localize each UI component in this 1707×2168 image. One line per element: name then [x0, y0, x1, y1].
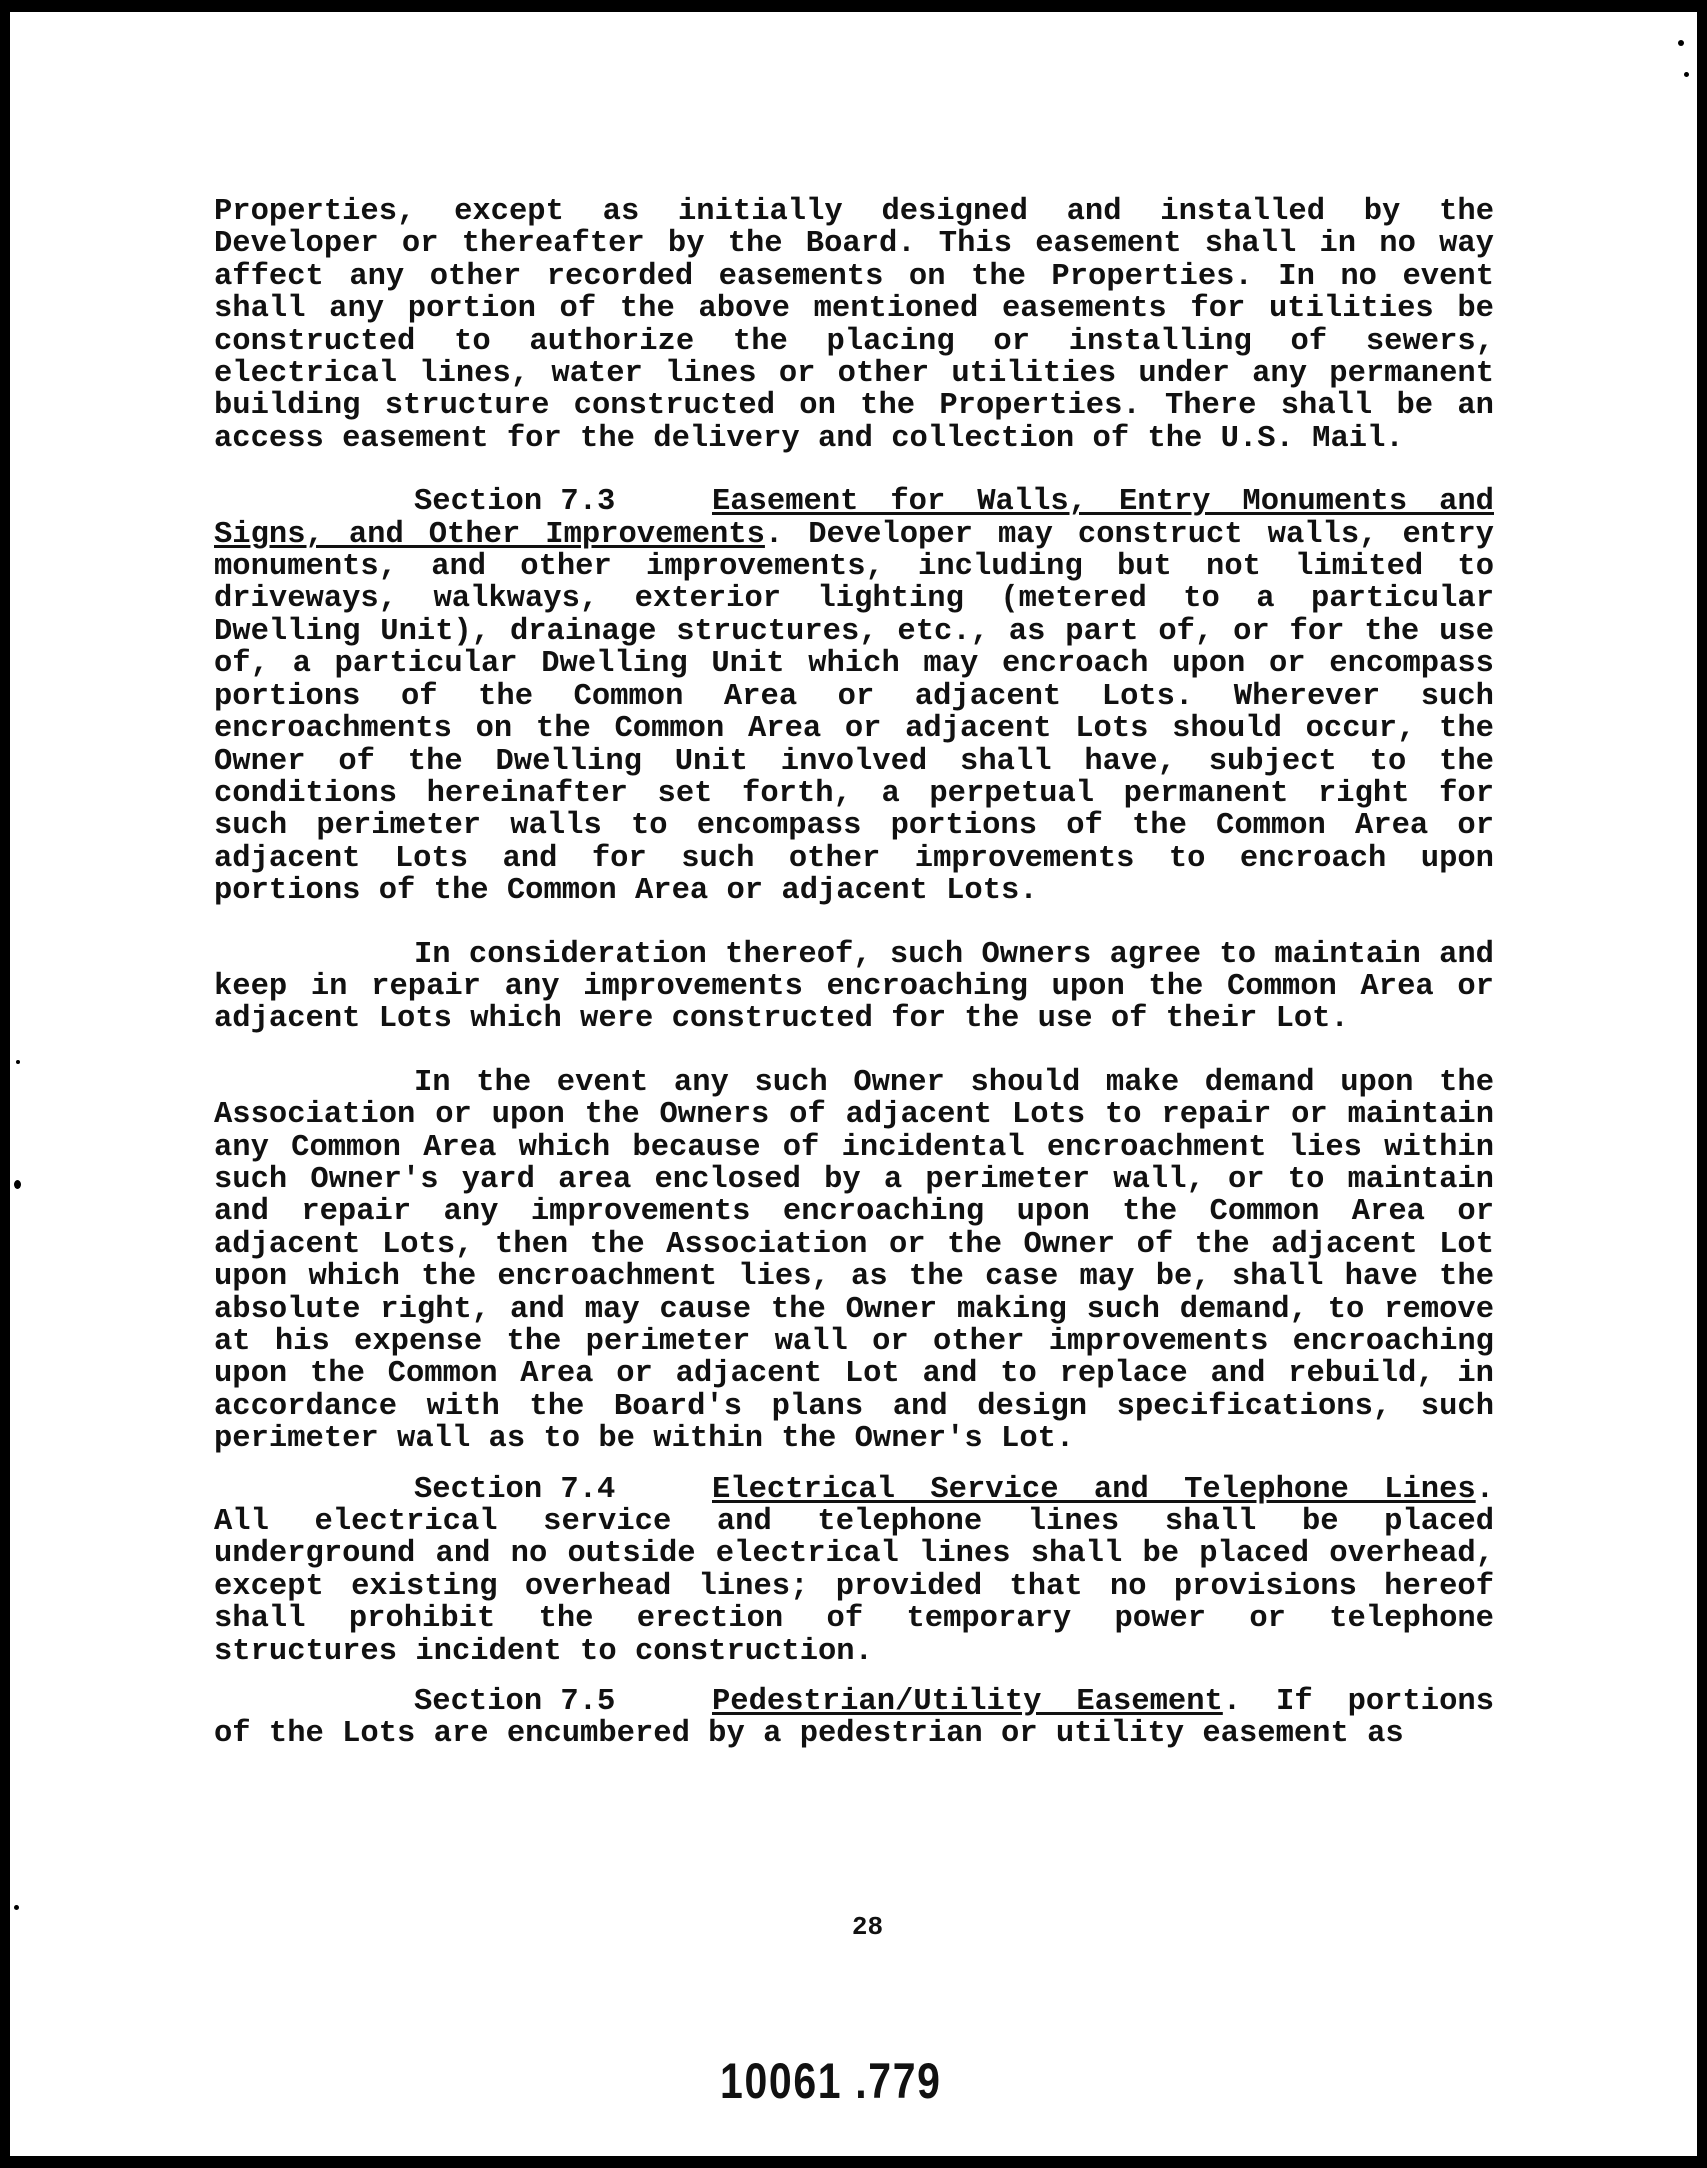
- scan-speck: [1678, 40, 1684, 46]
- section-heading: Easement for Walls, Entry Monuments and Signs, and Other Improvements: [214, 485, 1494, 552]
- section-heading: Pedestrian/Utility Easement: [712, 1685, 1223, 1720]
- scan-speck: [1684, 72, 1689, 77]
- scan-speck: [14, 1180, 21, 1189]
- section-number: Section 7.3: [414, 485, 616, 520]
- section-number: Section 7.4: [414, 1472, 616, 1507]
- section-7-5: [214, 1686, 1494, 1751]
- section-body: . All electrical service and telephone lines shall be placed underground and no outside electrical lines shall be placed overhead, except existing overhead lines; provided that no provisions hereof shall prohibit the erection of temporary power or telephone structures incident to construction.: [214, 1472, 1494, 1669]
- paragraph-properties: Properties, except as initially designed and installed by the Developer or thereafter by the Board. This easement shall in no way affect any other recorded easements on the Properties. In no event shall any portion of the above mentioned easements for utilities be constructed to authorize the placing or installing of sewers, electrical lines, water lines or other utilities under any permanent building structure constructed on the Properties. There shall be an access easement for the delivery and collection of the U.S. Mail.: [214, 195, 1494, 456]
- paragraph-consideration: In consideration thereof, such Owners agree to maintain and keep in repair any improvements encroaching upon the Common Area or adjacent Lots which were constructed for the use of their Lot.: [214, 937, 1494, 1037]
- section-body: . Developer may construct walls, entry monuments, and other improvements, including but not limited to driveways, walkways, exterior lighting (metered to a particular Dwelling Unit), drainage structures, etc., as part of, or for the use of, a particular Dwelling Unit which may encroach upon or encompass portions of the Common Area or adjacent Lots. Wherever such encroachments on the Common Area or adjacent Lots should occur, the Owner of the Dwelling Unit involved shall have, subject to the conditions hereinafter set forth, a perpetual permanent right for such perimeter walls to encompass portions of the Common Area or adjacent Lots and for such other improvements to encroach upon portions of the Common Area or adjacent Lots.: [214, 517, 1494, 909]
- section-number: Section 7.5: [414, 1685, 616, 1720]
- section-7-4: [214, 1474, 1494, 1668]
- section-heading: Electrical Service and Telephone Lines: [712, 1472, 1476, 1507]
- scan-border-bottom: [0, 2156, 1707, 2168]
- scan-speck: [14, 1905, 19, 1910]
- page-number: 28: [851, 1912, 884, 1942]
- scan-border-right: [1697, 0, 1707, 2168]
- scan-border-top: [0, 0, 1707, 12]
- document-code: 10061 .779: [720, 2053, 942, 2109]
- scan-border-left: [0, 0, 10, 2168]
- body-text: [214, 196, 1494, 1751]
- section-7-3: [214, 486, 1494, 907]
- scan-speck: [16, 1060, 20, 1064]
- section-body: . If portions of the Lots are encumbered by a pedestrian or utility easement as: [214, 1685, 1494, 1752]
- paragraph-event: In the event any such Owner should make demand upon the Association or upon the Owners of adjacent Lots to repair or maintain any Common Area which because of incidental encroachment lies within such Owner's yard area enclosed by a perimeter wall, or to maintain and repair any improvements encroaching upon the Common Area or adjacent Lots, then the Association or the Owner of the adjacent Lot upon which the encroachment lies, as the case may be, shall have the absolute right, and may cause the Owner making such demand, to remove at his expense the perimeter wall or other improvements encroaching upon the Common Area or adjacent Lot and to replace and rebuild, in accordance with the Board's plans and design specifications, such perimeter wall as to be within the Owner's Lot.: [214, 1065, 1494, 1457]
